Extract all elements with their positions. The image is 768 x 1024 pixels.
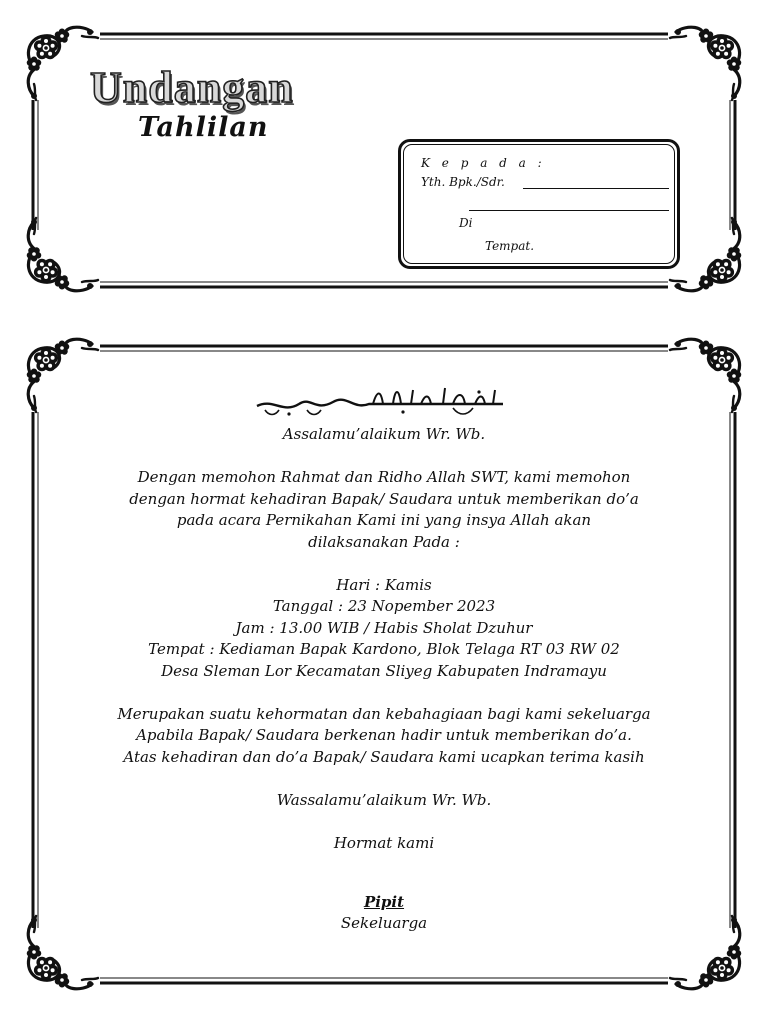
address-recipient-label: Yth. Bpk./Sdr.: [421, 175, 505, 189]
floral-corner-icon: [22, 912, 102, 992]
signature-family: Sekeluarga: [340, 914, 428, 932]
recipient-name-blank: [523, 188, 669, 189]
closing-line: Atas kehadiran dan do’a Bapak/ Saudara kami ucapkan terima kasih: [123, 747, 645, 766]
envelope-card: [0, 20, 768, 300]
floral-corner-icon: [666, 912, 746, 992]
regards: Hormat kami: [333, 833, 435, 852]
event-place: Tempat : Kediaman Bapak Kardono, Blok Telaga RT 03 RW 02: [148, 640, 620, 658]
recipient-extra-blank: [469, 210, 669, 211]
invitation-title: Undangan: [90, 63, 294, 112]
address-tempat: Tempat.: [485, 239, 535, 253]
letter-body: [110, 384, 658, 935]
address-box: [398, 139, 680, 269]
floral-corner-icon: [22, 214, 102, 294]
event-time: Jam : 13.00 WIB / Habis Sholat Dzuhur: [235, 618, 533, 637]
intro-line: dilaksanakan Pada :: [308, 532, 460, 551]
event-day: Hari : Kamis: [336, 575, 432, 594]
greeting: Assalamu’alaikum Wr. Wb.: [282, 425, 486, 443]
address-di: Di: [459, 216, 473, 230]
invitation-subtitle: Tahlilan: [138, 112, 269, 143]
closing-line: Merupakan suatu kehormatan dan kebahagiaan bagi kami sekeluarga: [117, 704, 651, 723]
address-kepada: K e p a d a :: [421, 156, 546, 170]
event-address: Desa Sleman Lor Kecamatan Sliyeg Kabupaten Indramayu: [161, 661, 607, 680]
closing-line: Apabila Bapak/ Saudara berkenan hadir untuk memberikan do’a.: [136, 726, 632, 744]
floral-corner-icon: [666, 24, 746, 104]
intro-line: Dengan memohon Rahmat dan Ridho Allah SWT, kami memohon: [137, 468, 631, 486]
intro-line: dengan hormat kehadiran Bapak/ Saudara untuk memberikan do’a: [129, 489, 639, 508]
event-date: Tanggal : 23 Nopember 2023: [272, 597, 496, 615]
intro-line: pada acara Pernikahan Kami ini yang insya Allah akan: [176, 511, 592, 529]
signature-name: Pipit: [363, 892, 405, 911]
floral-corner-icon: [22, 336, 102, 416]
basmalah-icon: [253, 384, 515, 420]
letter-card: [0, 332, 768, 998]
floral-corner-icon: [666, 336, 746, 416]
farewell: Wassalamu’alaikum Wr. Wb.: [276, 790, 492, 809]
